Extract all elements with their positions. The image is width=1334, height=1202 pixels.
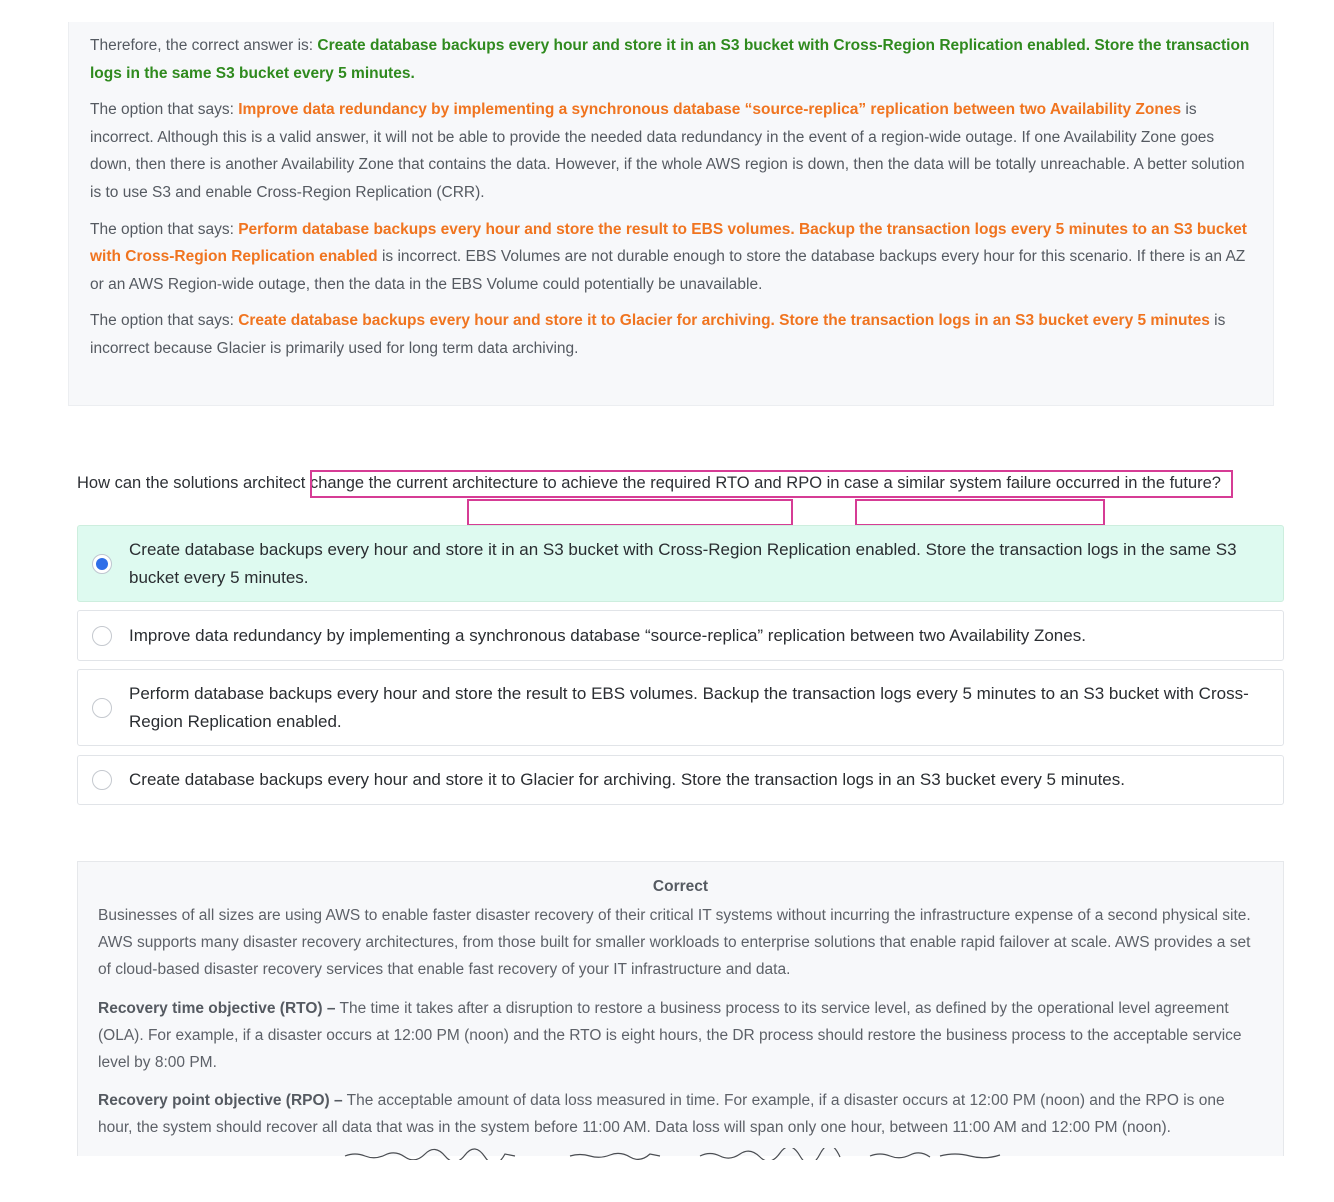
result-intro: Businesses of all sizes are using AWS to enable faster disaster recovery of their critical IT systems without incurring the infrastructure expense of a second physical site. AWS supports many disaster recovery architectures, from those built for smaller workloads to enterprise solutions that enable rapid failover at scale. AWS provides a set of cloud-based disaster recovery services that enable fast recovery of your IT infrastructure and data. [98, 907, 1251, 979]
incorrect-option-highlight: Improve data redundancy by implementing a synchronous database “source-replica” replication between two Availability Zones [238, 101, 1182, 119]
incorrect-option-highlight: Perform database backups every hour and store the result to EBS volumes. Backup the transaction logs every 5 minutes to an S3 bucket with Cross-Region Replication enabled [90, 220, 1247, 266]
explanation-panel [68, 22, 1274, 406]
result-verdict: Correct [652, 878, 709, 895]
option-reason: is incorrect because Glacier is primarily used for long term data archiving. [90, 312, 1226, 357]
answer-option-label: Create database backups every hour and store it to Glacier for archiving. Store the transaction logs in an S3 bucket every 5 minutes. [129, 770, 1125, 790]
annotation-box [855, 499, 1105, 526]
radio-button[interactable] [92, 626, 112, 646]
annotation-box [310, 470, 1233, 498]
answer-option-4[interactable] [77, 755, 1284, 805]
radio-button[interactable] [92, 770, 112, 790]
answer-option-3[interactable] [77, 669, 1284, 746]
rto-definition [98, 995, 1263, 1077]
answer-option-label: Perform database backups every hour and store the result to EBS volumes. Backup the transaction logs every 5 minutes to an S3 bucket with Cross-Region Replication enabled. [129, 684, 1249, 731]
cropped-image-edge [340, 1148, 1005, 1160]
answer-option-1[interactable] [77, 525, 1284, 602]
explanation-conclusion [90, 32, 1251, 87]
annotation-box [467, 499, 793, 526]
option-reason: is incorrect. Although this is a valid answer, it will not be able to provide the needed data redundancy in the event of a region-wide outage. If one Availability Zone goes down, then there is another Availability Zone that contains the data. However, if the whole AWS region is down, then the data will be totally unreachable. A better solution is to use S3 and enable Cross-Region Replication (CRR). [90, 101, 1245, 201]
rto-term: Recovery time objective (RTO) – [98, 999, 336, 1017]
answer-option-2[interactable] [77, 610, 1284, 661]
conclusion-prefix: Therefore, the correct answer is: [90, 37, 318, 54]
rpo-text: The acceptable amount of data loss measured in time. For example, if a disaster occurs at 12:00 PM (noon) and the RPO is one hour, the system should recover all data that was in the system before 11:00 AM. Data loss will span only one hour, between 11:00 AM and 12:00 PM (noon). [98, 1092, 1225, 1137]
option-prefix: The option that says: [90, 220, 239, 238]
explanation-option-2 [90, 216, 1251, 299]
question-text: How can the solutions architect change the current architecture to achieve the required RTO and RPO in case a similar system failure occurred in the future? [77, 474, 1221, 492]
radio-button-checked[interactable] [92, 554, 112, 574]
option-prefix: The option that says: [90, 101, 239, 119]
explanation-option-3 [90, 307, 1251, 362]
option-reason: is incorrect. EBS Volumes are not durable enough to store the database backups every hour for this scenario. If there is an AZ or an AWS Region-wide outage, then the data in the EBS Volume could potentially be unavailable. [90, 248, 1246, 293]
radio-button[interactable] [92, 698, 112, 718]
incorrect-option-highlight: Create database backups every hour and store it to Glacier for archiving. Store the transaction logs in an S3 bucket every 5 minutes [238, 312, 1210, 330]
option-prefix: The option that says: [90, 312, 239, 330]
explanation-option-1 [90, 96, 1251, 206]
rto-text: The time it takes after a disruption to restore a business process to its service level, as defined by the operational level agreement (OLA). For example, if a disaster occurs at 12:00 PM (noon) and the RTO is eight hours, the DR process should restore the business process to the acceptable service level by 8:00 PM. [98, 999, 1242, 1072]
correct-answer-highlight: Create database backups every hour and store it in an S3 bucket with Cross-Region Replication enabled. Store the transaction logs in the same S3 bucket every 5 minutes. [90, 37, 1250, 82]
answer-option-label: Create database backups every hour and store it in an S3 bucket with Cross-Region Replication enabled. Store the transaction logs in the same S3 bucket every 5 minutes. [129, 540, 1237, 587]
result-explanation-panel [77, 861, 1284, 1156]
answer-option-label: Improve data redundancy by implementing a synchronous database “source-replica” replication between two Availability Zones. [129, 625, 1086, 645]
rpo-definition [98, 1087, 1263, 1141]
rpo-term: Recovery point objective (RPO) – [98, 1092, 343, 1110]
